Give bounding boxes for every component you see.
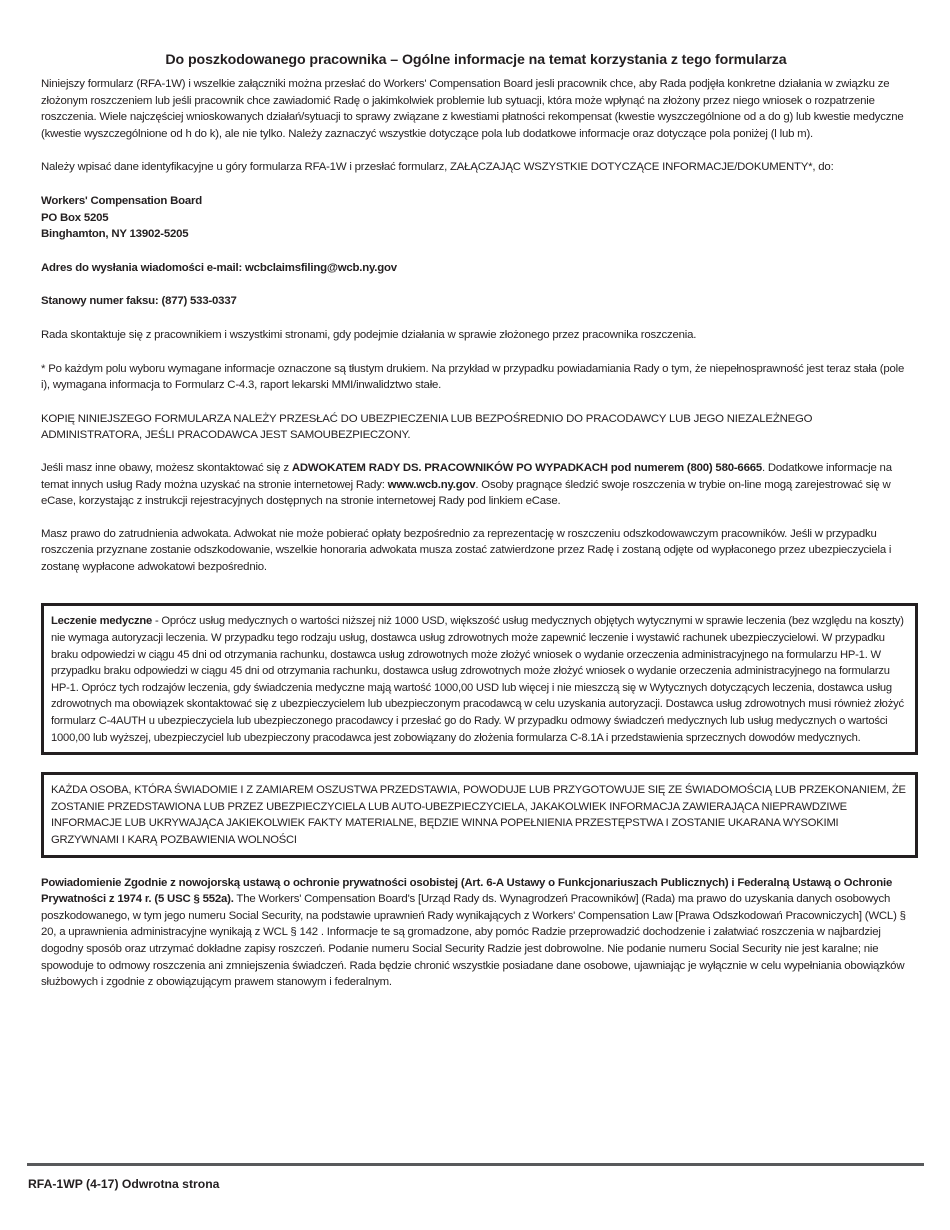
medical-treatment-heading: Leczenie medyczne xyxy=(51,615,153,628)
document-body xyxy=(41,52,911,991)
website-link: www.wcb.ny.gov xyxy=(387,478,476,491)
contact-note: Rada skontaktuje się z pracownikiem i wszystkimi stronami, gdy podejmie działania w sprawie złożonego przez pracownika roszczenia. xyxy=(41,328,697,341)
send-instructions: Należy wpisać dane identyfikacyjne u góry formularza RFA-1W i przesłać formularz, ZAŁĄCZAJĄC WSZYSTKIE DOTYCZĄCE INFORMACJE/DOKUMENTY*, do: xyxy=(41,161,834,174)
advocate-paragraph xyxy=(41,460,911,510)
advocate-pre: Jeśli masz inne obawy, możesz skontaktować się z xyxy=(41,461,292,474)
address-line-1: Workers' Compensation Board xyxy=(41,194,203,207)
address-line-2: PO Box 5205 xyxy=(41,211,109,224)
attorney-paragraph: Masz prawo do zatrudnienia adwokata. Adwokat nie może pobierać opłaty bezpośrednio za reprezentację w roszczeniu odszkodowawczym pracowników. Jeśli w przypadku roszczenia przyznane zostanie odszkodowanie, wszelkie honoraria adwokata musza zostać zatwierdzone przez Radę i zostaną odjęte od wypłaconego przez ubezpieczyciela i zostanę wypłacone adwokatowi bezpośrednio. xyxy=(41,527,892,573)
footnote: * Po każdym polu wyboru wymagane informacje oznaczone są tłustym drukiem. Na przykład w przypadku powiadamiania Rady o tym, że niepełnosprawność jest teraz stała (pole i), wymagana informacja to Formularz C-4.3, raport lekarski MMI/inwalidztwo stałe. xyxy=(41,362,905,392)
medical-treatment-body: - Oprócz usług medycznych o wartości niższej niż 1000 USD, większość usług medycznych objętych wytycznymi w sprawie leczenia (bez względu na koszty) nie wymaga autoryzacji leczenia. W przypadku tego rodzaju usług, dostawca usług zdrowotnych może zapewnić leczenie i wystawić rachunek ubezpieczycielowi. W przypadku braku odpowiedzi w ciągu 45 dni od otrzymania rachunku, dostawca usług zdrowotnych może złożyć wniosek o wydanie orzeczenia administracyjnego na formularzu HP-1. W przypadku braku odpowiedzi w ciągu 45 dni od otrzymania rachunku, dostawca usług zdrowotnych może złożyć wniosek o wydanie orzeczenia administracyjnego na formularzu HP-1. Oprócz tych rodzajów leczenia, gdy świadczenia medyczne mają wartość 1000,00 USD lub więcej i nie mieszczą się w Wytycznych dotyczących leczenia, dostawca usług zdrowotnych ma obowiązek skontaktować się z ubezpieczycielem lub ubezpieczonym pracodawcą w celu uzyskania autoryzacji. Dostawca usług zdrowotnych musi również złożyć formularz C-4AUTH u ubezpieczyciela lub ubezpieczonego pracodawcy i przesłać go do Rady. W przypadku odmowy świadczeń medycznych lub usług medycznych o wartości 1000,00 lub wyższej, ubezpieczyciel lub ubezpieczony pracodawca jest zobowiązany do złożenia formularza C-8.1A i przedstawienia sprzecznych dowodów medycznych. xyxy=(51,615,904,744)
email-line xyxy=(41,260,911,277)
intro-paragraph: Niniejszy formularz (RFA-1W) i wszelkie załączniki można przesłać do Workers' Compensation Board jesli pracownik chce, aby Rada podjęła konkretne działania w związku ze złożonym roszczeniem lub jeśli pracownik chce zawiadomić Radę o jakimkolwiek problemie lub sytuacji, która może wpłynąć na złożony przez niego wniosek o rozpatrzenie roszczenia. Wiele najczęściej wnioskowanych działań/sytuacji to sprawy związane z kwestiami płatności rekompensat (kwestie wyszczególnione od a do g) lub kwestie medyczne (kwestie wyszczególnione od h do k), ale nie tylko. Należy zaznaczyć wszystkie dotyczące pola lub dodatkowe informacje oraz dotyczące pola poniżej (l lub m). xyxy=(41,78,904,140)
privacy-notice xyxy=(41,875,911,991)
fraud-warning-text: KAŻDA OSOBA, KTÓRA ŚWIADOMIE I Z ZAMIAREM OSZUSTWA PRZEDSTAWIA, POWODUJE LUB PRZYGOTOWUJE SIĘ ZE ŚWIADOMOŚCIĄ LUB PRZEKONANIEM, ŻE ZOSTANIE PRZEDSTAWIONA LUB PRZEZ UBEZPIECZYCIELA LUB AUTO-UBEZPIECZYCIELA, JAKAKOLWIEK INFORMACJA ZAWIERAJĄCA NIEPRAWDZIWE INFORMACJE LUB UKRYWAJĄCA JAKIEKOLWIEK FAKTY MATERIALNE, BĘDZIE WINNA POPEŁNIENIA PRZESTĘPSTWA I ZOSTANIE UKARANA WYSOKIMI GRZYWNAMI I KARĄ POZBAWIENIA WOLNOŚCI xyxy=(51,784,906,846)
footer-divider xyxy=(27,1163,924,1166)
form-footer-id: RFA-1WP (4-17) Odwrotna strona xyxy=(28,1177,220,1191)
advocate-mid: . Dodatkowe informacje na temat innych usług Rady można uzyskać na stronie internetowej Rady: xyxy=(41,461,892,491)
page-title: Do poszkodowanego pracownika – Ogólne informacje na temat korzystania z tego formularza xyxy=(165,52,787,68)
advocate-post: . Osoby pragnące śledzić swoje roszczenia w trybie on-line mogą zarejestrować się w eCase, korzystając z instrukcji rejestracyjnych dostępnych na stronie internetowej Rady pod linkiem eCase. xyxy=(41,478,891,508)
mailing-address xyxy=(41,193,911,243)
advocate-bold: ADWOKATEM RADY DS. PRACOWNIKÓW PO WYPADKACH pod numerem (800) 580-6665 xyxy=(291,461,762,474)
medical-treatment-box xyxy=(41,603,918,755)
fax-text: Stanowy numer faksu: (877) 533-0337 xyxy=(41,295,237,308)
email-text: Adres do wysłania wiadomości e-mail: wcbclaimsfiling@wcb.ny.gov xyxy=(41,261,397,274)
address-line-3: Binghamton, NY 13902-5205 xyxy=(41,228,189,241)
privacy-heading: Powiadomienie Zgodnie z nowojorską ustawą o ochronie prywatności osobistej (Art. 6-A Ustawy o Funkcjonariuszach Publicznych) i Federalną Ustawą o Ochronie Prywatności z 1974 r. (5 USC § 552a). xyxy=(41,876,893,906)
fraud-warning-box xyxy=(41,772,918,857)
medical-treatment-text xyxy=(51,613,908,746)
copy-notice: KOPIĘ NINIEJSZEGO FORMULARZA NALEŻY PRZESŁAĆ DO UBEZPIECZENIA LUB BEZPOŚREDNIO DO PRACODAWCY LUB JEGO NIEZALEŻNEGO ADMINISTRATORA, JEŚLI PRACODAWCA JEST SAMOUBEZPIECZONY. xyxy=(41,412,813,442)
fax-line xyxy=(41,293,911,310)
privacy-body: The Workers' Compensation Board's [Urząd Rady ds. Wynagrodzeń Pracowników] (Rada) ma prawo do uzyskania danych osobowych poszkodowanego, w tym jego numeru Social Security, na podstawie uprawnień Rady wynikających z Workers' Compensation Law [Prawa Odszkodowań Pracowniczych] (WCL) § 20, a uprawnienia administracyjne wynikają z WCL § 142 . Informacje te są gromadzone, aby pomóc Radzie przeprowadzić dochodzenie i załatwiać roszczenia w najbardziej dogodny sposób oraz utrzymać dokładne zapisy roszczeń. Podanie numeru Social Security Radzie jest dobrowolne. Nie podanie numeru Social Security nie jest karalne; nie spowoduje to odmowy roszczenia ani zmniejszenia świadczeń. Rada będzie chronić wszystkie posiadane dane osobowe, ujawniając je wyłącznie w celu wypełniania obowiązków służbowych i zgodnie z obowiązującym prawem stanowym i federalnym. xyxy=(41,893,906,989)
